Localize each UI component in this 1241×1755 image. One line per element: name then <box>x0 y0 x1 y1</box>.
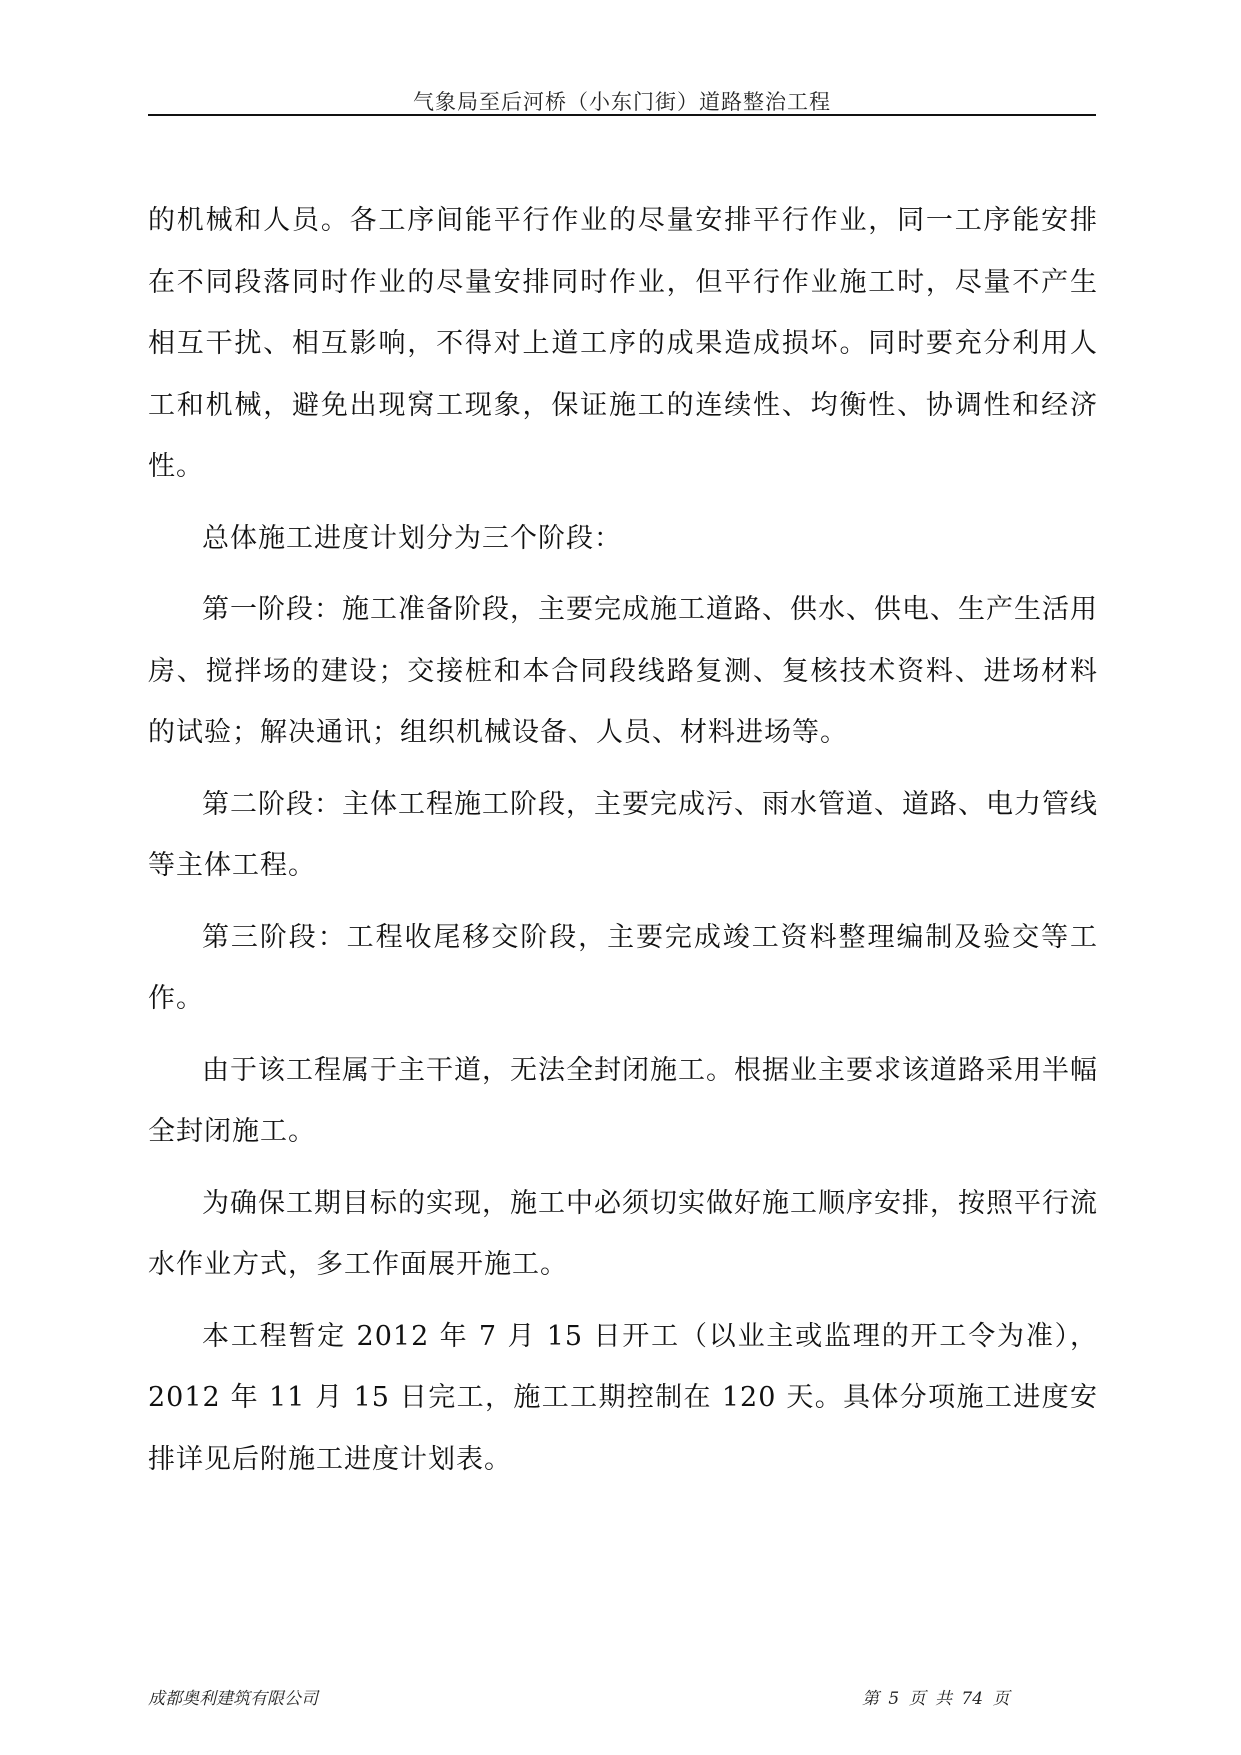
paragraph-continuation: 的机械和人员。各工序间能平行作业的尽量安排平行作业，同一工序能安排在不同段落同时作业的尽量安排同时作业，但平行作业施工时，尽量不产生相互干扰、相互影响，不得对上道工序的成果造成损坏。同时要充分利用人工和机械，避免出现窝工现象，保证施工的连续性、均衡性、协调性和经济性。 <box>148 205 1098 482</box>
document-body <box>148 190 1098 1500</box>
paragraph-phase-one: 第一阶段：施工准备阶段，主要完成施工道路、供水、供电、生产生活用房、搅拌场的建设；交接桩和本合同段线路复测、复核技术资料、进场材料的试验；解决通讯；组织机械设备、人员、材料进场等。 <box>148 594 1098 748</box>
header-divider <box>148 114 1096 116</box>
paragraph-parallel-work: 为确保工期目标的实现，施工中必须切实做好施工顺序安排，按照平行流水作业方式，多工作面展开施工。 <box>148 1187 1098 1280</box>
footer-page-number: 第 5 页 共 74 页 <box>862 1689 1010 1709</box>
paragraph-half-closure: 由于该工程属于主干道，无法全封闭施工。根据业主要求该道路采用半幅全封闭施工。 <box>148 1054 1098 1147</box>
paragraph-start-end-dates: 本工程暂定 2012 年 7 月 15 日开工（以业主或监理的开工令为准），2012 年 11 月 15 日完工，施工工期控制在 120 天。具体分项施工进度安排详见后附施工进度计划表。 <box>148 1320 1098 1475</box>
page-header-title: 气象局至后河桥（小东门街）道路整治工程 <box>413 90 831 114</box>
paragraph-schedule-intro: 总体施工进度计划分为三个阶段： <box>202 522 622 554</box>
footer-company: 成都奥利建筑有限公司 <box>148 1689 318 1709</box>
paragraph-phase-three: 第三阶段：工程收尾移交阶段，主要完成竣工资料整理编制及验交等工作。 <box>148 921 1098 1014</box>
paragraph-phase-two: 第二阶段：主体工程施工阶段，主要完成污、雨水管道、道路、电力管线等主体工程。 <box>148 788 1098 881</box>
